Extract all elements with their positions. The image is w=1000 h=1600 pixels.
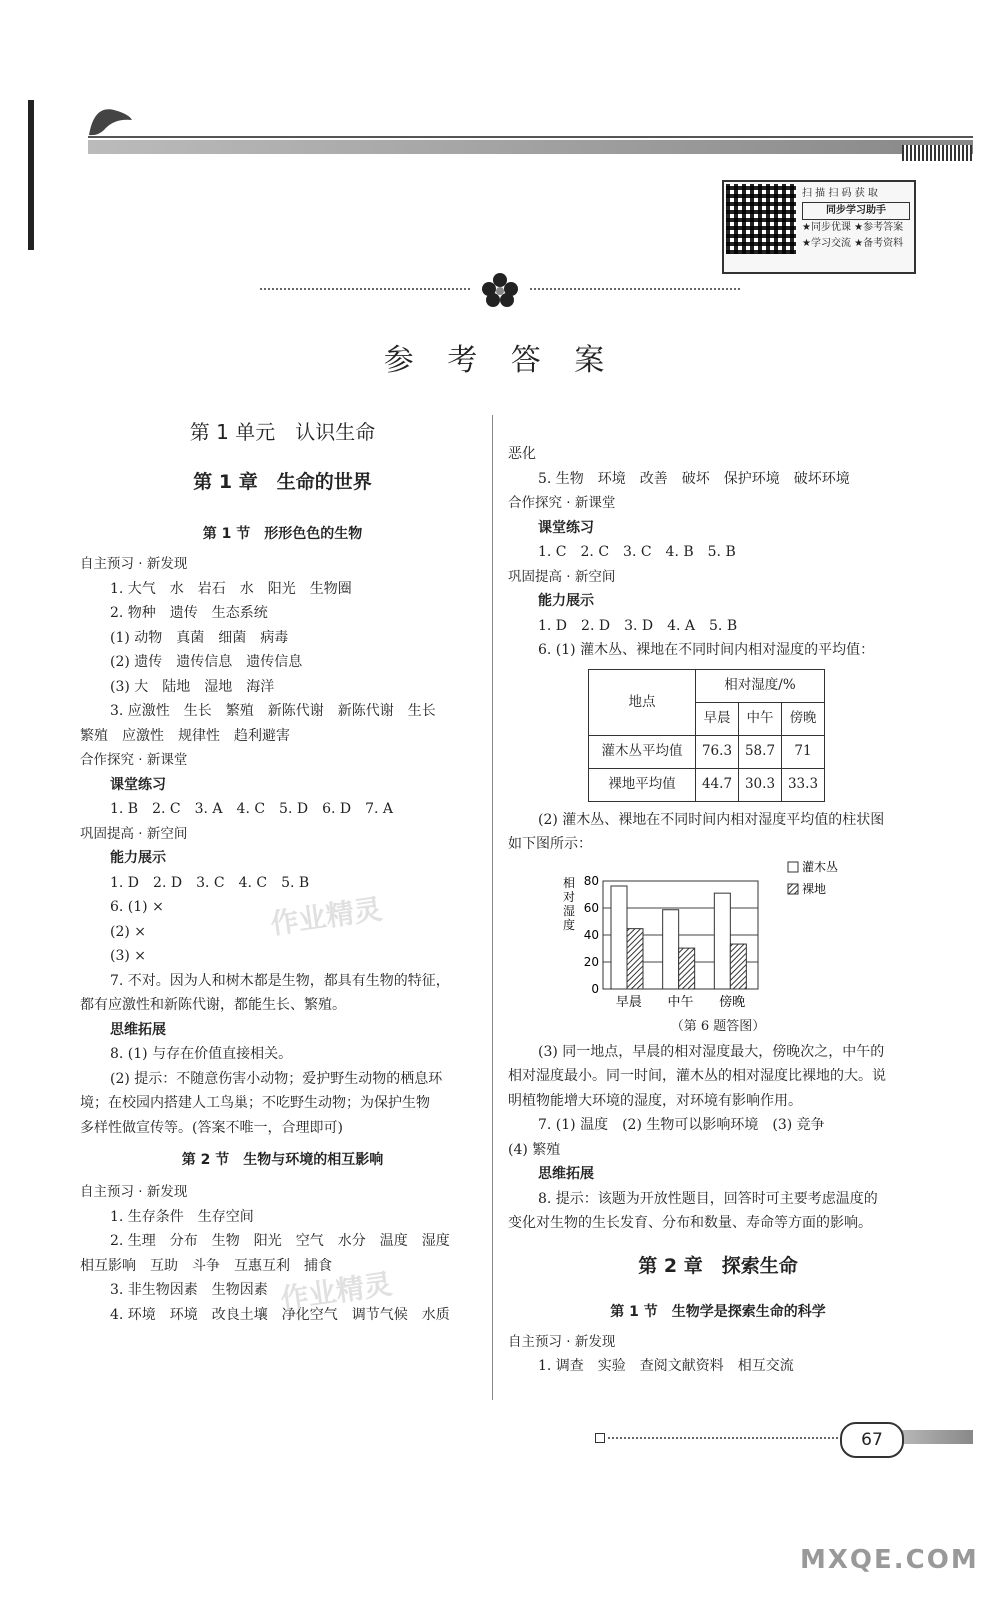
page-number: 67	[840, 1422, 904, 1458]
answer-line: (3) 大 陆地 湿地 海洋	[110, 678, 275, 695]
divider-right	[530, 288, 740, 290]
answer-line: 恶化	[508, 446, 536, 462]
footer-square-icon	[595, 1433, 605, 1443]
answer-line: (2) 灌木丛、裸地在不同时间内相对湿度平均值的柱状图	[538, 811, 885, 828]
x-tick-label: 傍晚	[719, 994, 746, 1007]
y-axis-label: 度	[563, 917, 576, 932]
answer-line: 4. 环境 环境 改良土壤 净化空气 调节气候 水质	[110, 1306, 450, 1323]
answer-line: 2. 生理 分布 生物 阳光 空气 水分 温度 湿度	[110, 1233, 450, 1249]
header-rule	[88, 136, 973, 138]
answer-line: 境；在校园内搭建人工鸟巢；不吃野生动物；为保护生物	[80, 1095, 430, 1111]
y-tick-label: 20	[583, 954, 599, 969]
y-tick-label: 60	[583, 900, 599, 915]
column-divider	[492, 415, 493, 1400]
table-header: 早晨	[696, 702, 739, 735]
exercise-heading: 思维拓展	[538, 1166, 594, 1182]
right-column	[508, 442, 928, 1379]
subsection-heading: 合作探究 · 新课堂	[508, 495, 616, 511]
answer-line: 1. C 2. C 3. C 4. B 5. B	[538, 544, 736, 560]
answer-line: 1. D 2. D 3. C 4. C 5. B	[110, 874, 310, 891]
bar-灌木丛-早晨	[611, 885, 627, 988]
answer-line: 7. 不对。因为人和树木都是生物，都具有生物的特征，	[110, 972, 450, 989]
page-title: 参 考 答 案	[383, 343, 617, 378]
answer-line: 3. 应激性 生长 繁殖 新陈代谢 新陈代谢 生长	[110, 703, 436, 719]
qr-text: 扫 描 扫 码 获 取 同步学习助手 ★同步优课 ★参考答案 ★学习交流 ★备考资料	[802, 186, 910, 252]
table-header: 中午	[739, 702, 782, 735]
answer-line: (1) 动物 真菌 细菌 病毒	[110, 629, 289, 646]
legend-swatch	[788, 884, 798, 894]
exercise-heading: 能力展示	[110, 850, 166, 866]
table-row	[589, 768, 825, 801]
answer-line: 多样性做宣传等。(答案不唯一，合理即可)	[80, 1119, 343, 1136]
answer-line: 2. 物种 遗传 生态系统	[110, 605, 268, 621]
left-edge-bar	[28, 100, 34, 250]
answer-line: 变化对生物的生长发育、分布和数量、寿命等方面的影响。	[508, 1215, 872, 1231]
answer-line: 1. 生存条件 生存空间	[110, 1208, 254, 1225]
y-tick-label: 40	[583, 927, 599, 942]
answer-line: 1. 调查 实验 查阅文献资料 相互交流	[538, 1358, 794, 1374]
answer-line: 1. B 2. C 3. A 4. C 5. D 6. D 7. A	[110, 801, 394, 817]
table-header: 傍晚	[782, 702, 825, 735]
table-cell: 灌木丛平均值	[589, 735, 696, 768]
table-cell: 30.3	[739, 768, 782, 801]
section-title: 第 2 节 生物与环境的相互影响	[181, 1152, 384, 1168]
answer-line: 明植物能增大环境的湿度，对环境有影响作用。	[508, 1092, 802, 1109]
y-tick-label: 80	[583, 873, 599, 888]
chart-caption: （第 6 题答图）	[670, 1019, 766, 1034]
x-tick-label: 中午	[667, 994, 694, 1007]
footer-dots	[608, 1437, 838, 1439]
answer-line: 都有应激性和新陈代谢，都能生长、繁殖。	[80, 997, 346, 1013]
footer-bar	[895, 1430, 973, 1444]
legend-label: 裸地	[802, 881, 827, 896]
divider-left	[260, 288, 470, 290]
section-title: 第 1 节 生物学是探索生命的科学	[610, 1303, 826, 1320]
exercise-heading: 思维拓展	[110, 1021, 166, 1038]
left-column	[80, 420, 485, 1327]
answer-line: 7. (1) 温度 (2) 生物可以影响环境 (3) 竞争	[538, 1117, 825, 1133]
qr-code-icon[interactable]	[726, 184, 796, 254]
bar-灌木丛-傍晚	[714, 893, 730, 989]
header-bar	[88, 140, 973, 154]
bar-裸地-傍晚	[730, 944, 746, 989]
y-axis-label: 相	[563, 875, 576, 890]
subsection-heading: 巩固提高 · 新空间	[80, 825, 188, 842]
answer-line: 如下图所示：	[508, 836, 592, 852]
table-cell: 裸地平均值	[589, 768, 696, 801]
table-header: 地点	[589, 669, 696, 735]
subsection-heading: 自主预习 · 新发现	[80, 1184, 188, 1200]
flower-icon	[480, 272, 520, 308]
answer-line: (2) 提示：不随意伤害小动物；爱护野生动物的栖息环	[110, 1070, 443, 1087]
answer-line: 6. (1) ×	[110, 899, 164, 915]
legend-swatch	[788, 862, 798, 872]
table-cell: 44.7	[696, 768, 739, 801]
answer-line: 相互影响 互助 斗争 互惠互利 捕食	[80, 1257, 332, 1274]
answer-line: 1. 大气 水 岩石 水 阳光 生物圈	[110, 580, 352, 597]
answer-line: 3. 非生物因素 生物因素	[110, 1282, 268, 1298]
y-tick-label: 0	[591, 981, 599, 996]
unit-title: 第 1 单元 认识生命	[189, 420, 376, 444]
answer-line: 6. (1) 灌木丛、裸地在不同时间内相对湿度的平均值：	[538, 642, 875, 658]
answer-line: (2) ×	[110, 923, 147, 940]
y-axis-label: 湿	[563, 903, 576, 918]
table-cell: 58.7	[739, 735, 782, 768]
subsection-heading: 自主预习 · 新发现	[508, 1333, 616, 1350]
answer-line: 8. 提示：该题为开放性题目，回答时可主要考虑温度的	[538, 1190, 878, 1207]
answer-line: (3) 同一地点，早晨的相对湿度最大，傍晚次之，中午的	[538, 1043, 885, 1060]
section-title: 第 1 节 形形色色的生物	[202, 526, 363, 542]
header-stripes	[902, 145, 972, 161]
subsection-heading: 巩固提高 · 新空间	[508, 568, 616, 585]
watermark: 作业精灵	[268, 892, 384, 941]
table-cell: 71	[782, 735, 825, 768]
answer-line: 相对湿度最小。同一时间，灌木丛的相对湿度比裸地的大。说	[508, 1068, 886, 1084]
bar-裸地-早晨	[627, 928, 643, 988]
table-header: 相对湿度/%	[696, 669, 825, 702]
exercise-heading: 课堂练习	[110, 776, 166, 793]
subsection-heading: 自主预习 · 新发现	[80, 556, 188, 572]
exercise-heading: 课堂练习	[538, 519, 594, 536]
footer-logo: MXQE.COM	[800, 1545, 979, 1575]
x-tick-label: 早晨	[615, 994, 642, 1007]
leaf-icon	[84, 100, 134, 140]
bar-裸地-中午	[679, 948, 695, 989]
answer-line: 5. 生物 环境 改善 破坏 保护环境 破坏环境	[538, 470, 850, 487]
answer-line: (4) 繁殖	[508, 1141, 561, 1158]
answer-line: (3) ×	[110, 948, 147, 964]
answer-line: 8. (1) 与存在价值直接相关。	[110, 1046, 293, 1062]
watermark: 作业精灵	[278, 1267, 394, 1316]
subsection-heading: 合作探究 · 新课堂	[80, 752, 188, 768]
chapter-title: 第 1 章 生命的世界	[193, 471, 372, 493]
table-row	[589, 735, 825, 768]
bar-灌木丛-中午	[663, 909, 679, 988]
chapter-title: 第 2 章 探索生命	[638, 1254, 798, 1277]
table-cell: 33.3	[782, 768, 825, 801]
answer-line: 1. D 2. D 3. D 4. A 5. B	[538, 617, 738, 634]
table-cell: 76.3	[696, 735, 739, 768]
answer-line: (2) 遗传 遗传信息 遗传信息	[110, 654, 303, 670]
humidity-table	[588, 669, 825, 802]
humidity-bar-chart	[508, 857, 928, 1007]
answer-line: 繁殖 应激性 规律性 趋利避害	[80, 727, 290, 744]
legend-label: 灌木丛	[802, 859, 839, 874]
exercise-heading: 能力展示	[538, 593, 594, 609]
y-axis-label: 对	[563, 889, 576, 904]
